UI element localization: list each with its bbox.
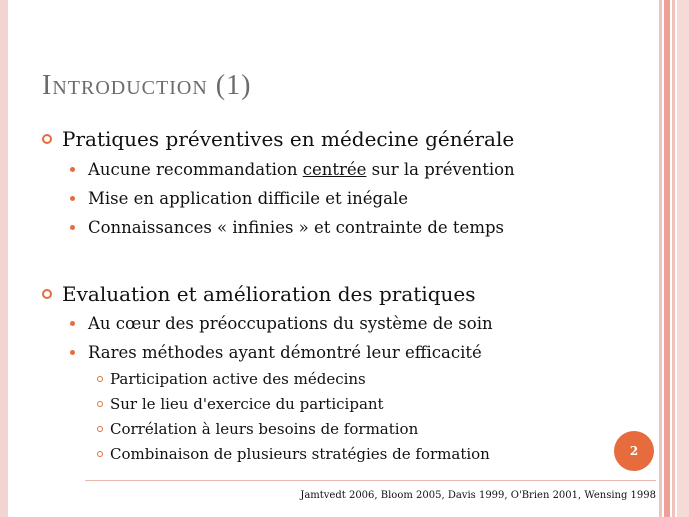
bullet-text: Connaissances « infinies » et contrainte de temps (88, 218, 504, 237)
stripe (664, 0, 670, 517)
bullet-text: Au cœur des préoccupations du système de soin (88, 314, 493, 333)
bullet-text: Mise en application difficile et inégale (88, 189, 408, 208)
page-number: 2 (629, 444, 639, 458)
ring-bullet-icon (97, 401, 103, 407)
left-border (0, 0, 8, 517)
ring-bullet-icon (42, 134, 52, 144)
stripe (672, 0, 675, 517)
footer-citation: Jamtvedt 2006, Bloom 2005, Davis 1999, O'Brien 2001, Wensing 1998 (300, 490, 656, 501)
sub-bullet-item (97, 445, 490, 463)
section-heading-text: Pratiques préventives en médecine générale (62, 127, 515, 151)
sub-bullet-text: Combinaison de plusieurs stratégies de formation (110, 445, 490, 463)
section-heading-text: Evaluation et amélioration des pratiques (62, 282, 476, 306)
bullet-text: Rares méthodes ayant démontré leur efficacité (88, 343, 482, 362)
section-heading (42, 127, 514, 151)
sub-bullet-item (97, 395, 384, 413)
ring-bullet-icon (97, 426, 103, 432)
right-stripes (659, 0, 689, 517)
bullet-item (70, 189, 408, 208)
sub-bullet-text: Participation active des médecins (110, 370, 366, 388)
bullet-item (70, 218, 504, 237)
ring-bullet-icon (97, 376, 103, 382)
dot-bullet-icon (70, 225, 75, 230)
bullet-item (70, 160, 515, 179)
sub-bullet-text: Sur le lieu d'exercice du participant (110, 395, 384, 413)
sub-bullet-item (97, 370, 366, 388)
ring-bullet-icon (97, 451, 103, 457)
dot-bullet-icon (70, 350, 75, 355)
ring-bullet-icon (42, 289, 52, 299)
stripe (677, 0, 689, 517)
dot-bullet-icon (70, 321, 75, 326)
bullet-item (70, 314, 493, 333)
slide-title: Introduction (1) (42, 70, 252, 101)
footer-divider (85, 480, 656, 481)
dot-bullet-icon (70, 167, 75, 172)
sub-bullet-item (97, 420, 418, 438)
section-heading (42, 282, 476, 306)
stripe (659, 0, 662, 517)
dot-bullet-icon (70, 196, 75, 201)
sub-bullet-text: Corrélation à leurs besoins de formation (110, 420, 419, 438)
bullet-item (70, 343, 482, 362)
page-number-badge (614, 431, 654, 471)
bullet-text: Aucune recommandation centrée sur la prévention (88, 160, 515, 179)
